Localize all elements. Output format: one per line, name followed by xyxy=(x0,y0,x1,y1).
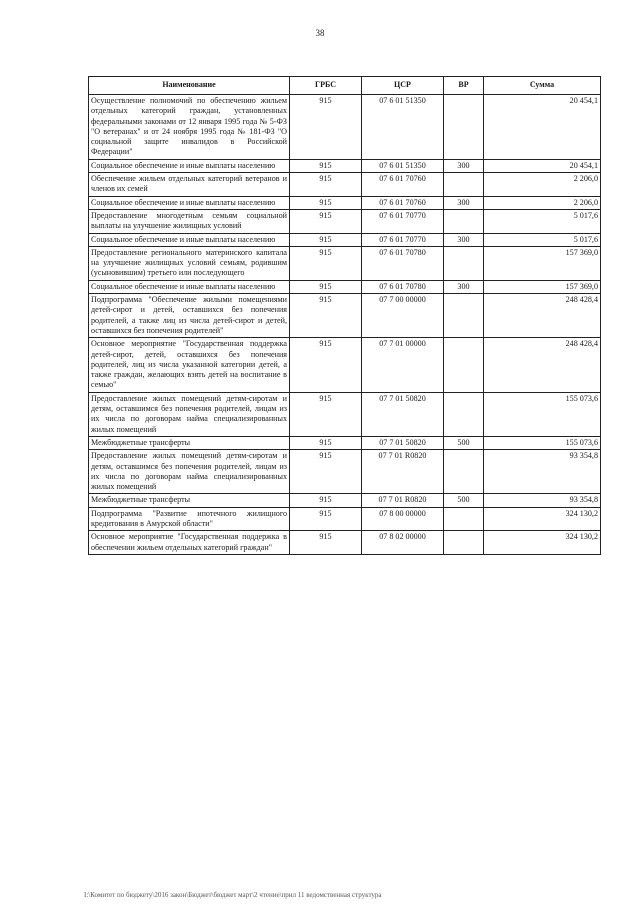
row-sum: 93 354,8 xyxy=(484,450,601,494)
table-row xyxy=(89,95,601,160)
row-vr xyxy=(444,450,484,494)
row-sum: 20 454,1 xyxy=(484,159,601,172)
row-vr xyxy=(444,531,484,555)
row-sum: 157 369,0 xyxy=(484,246,601,280)
row-sum: 155 073,6 xyxy=(484,392,601,436)
row-name: Социальное обеспечение и иные выплаты населению xyxy=(89,280,290,293)
row-grbs: 915 xyxy=(290,494,362,507)
row-name: Предоставление многодетным семьям социальной выплаты на улучшение жилищных условий xyxy=(89,209,290,233)
row-name: Социальное обеспечение и иные выплаты населению xyxy=(89,159,290,172)
row-sum: 5 017,6 xyxy=(484,233,601,246)
row-name: Межбюджетные трансферты xyxy=(89,436,290,449)
table-row xyxy=(89,294,601,338)
row-csr: 07 7 01 00000 xyxy=(362,338,444,392)
row-sum: 2 206,0 xyxy=(484,173,601,197)
header-sum: Сумма xyxy=(484,77,601,95)
row-sum: 248 428,4 xyxy=(484,294,601,338)
row-grbs: 915 xyxy=(290,392,362,436)
row-csr: 07 7 01 50820 xyxy=(362,392,444,436)
row-grbs: 915 xyxy=(290,507,362,531)
row-vr xyxy=(444,507,484,531)
table-row xyxy=(89,531,601,555)
table-row xyxy=(89,507,601,531)
table-row xyxy=(89,450,601,494)
table-row xyxy=(89,338,601,392)
row-csr: 07 6 01 70780 xyxy=(362,246,444,280)
table-row xyxy=(89,494,601,507)
row-name: Основное мероприятие "Государственная поддержка детей-сирот, детей, оставшихся без попечения родителей, лиц из числа указанной категории детей, а также граждан, желающих взять детей на воспитание в семью" xyxy=(89,338,290,392)
row-grbs: 915 xyxy=(290,246,362,280)
row-grbs: 915 xyxy=(290,233,362,246)
row-sum: 2 206,0 xyxy=(484,196,601,209)
row-name: Социальное обеспечение и иные выплаты населению xyxy=(89,233,290,246)
table-row xyxy=(89,392,601,436)
table-row xyxy=(89,173,601,197)
row-name: Подпрограмма "Развитие ипотечного жилищного кредитования в Амурской области" xyxy=(89,507,290,531)
row-csr: 07 6 01 51350 xyxy=(362,159,444,172)
row-csr: 07 6 01 70760 xyxy=(362,196,444,209)
row-name: Предоставление регионального материнского капитала на улучшение жилищных условий семьям, родившим (усыновившим) третьего или последующего xyxy=(89,246,290,280)
table-row xyxy=(89,233,601,246)
row-name: Предоставление жилых помещений детям-сиротам и детям, оставшимся без попечения родителей, лицам из их числа по договорам найма специализированных жилых помещений xyxy=(89,392,290,436)
page-number: 38 xyxy=(315,28,325,38)
row-csr: 07 8 00 00000 xyxy=(362,507,444,531)
row-grbs: 915 xyxy=(290,196,362,209)
row-name: Обеспечение жильем отдельных категорий ветеранов и членов их семей xyxy=(89,173,290,197)
row-grbs: 915 xyxy=(290,209,362,233)
row-csr: 07 7 01 50820 xyxy=(362,436,444,449)
table-row xyxy=(89,436,601,449)
row-sum: 155 073,6 xyxy=(484,436,601,449)
row-sum: 157 369,0 xyxy=(484,280,601,293)
table-row xyxy=(89,246,601,280)
row-vr xyxy=(444,338,484,392)
row-vr xyxy=(444,95,484,160)
row-csr: 07 6 01 70770 xyxy=(362,209,444,233)
row-csr: 07 6 01 70760 xyxy=(362,173,444,197)
header-csr: ЦСР xyxy=(362,77,444,95)
row-vr: 500 xyxy=(444,494,484,507)
row-grbs: 915 xyxy=(290,280,362,293)
budget-table xyxy=(88,76,601,555)
table-row xyxy=(89,159,601,172)
row-name: Подпрограмма "Обеспечение жилыми помещениями детей-сирот и детей, оставшихся без попечения родителей, а также лиц из числа детей-сирот и детей, оставшихся без попечения родителей" xyxy=(89,294,290,338)
row-sum: 20 454,1 xyxy=(484,95,601,160)
row-vr: 300 xyxy=(444,196,484,209)
row-grbs: 915 xyxy=(290,436,362,449)
row-vr xyxy=(444,246,484,280)
footer-file-path: I:\Комитет по бюджету\2016 закон\Бюджет\бюджет март\2 чтение\прил 11 ведомственная структура xyxy=(84,891,382,899)
header-vr: ВР xyxy=(444,77,484,95)
header-name: Наименование xyxy=(89,77,290,95)
row-sum: 324 130,2 xyxy=(484,507,601,531)
table-header-row xyxy=(89,77,601,95)
row-vr xyxy=(444,294,484,338)
row-sum: 324 130,2 xyxy=(484,531,601,555)
row-grbs: 915 xyxy=(290,294,362,338)
row-csr: 07 6 01 51350 xyxy=(362,95,444,160)
row-vr xyxy=(444,209,484,233)
row-csr: 07 7 00 00000 xyxy=(362,294,444,338)
row-grbs: 915 xyxy=(290,159,362,172)
row-csr: 07 7 01 R0820 xyxy=(362,450,444,494)
row-grbs: 915 xyxy=(290,531,362,555)
row-vr: 300 xyxy=(444,280,484,293)
table-row xyxy=(89,196,601,209)
row-vr: 300 xyxy=(444,233,484,246)
row-sum: 248 428,4 xyxy=(484,338,601,392)
header-grbs: ГРБС xyxy=(290,77,362,95)
row-grbs: 915 xyxy=(290,173,362,197)
row-sum: 93 354,8 xyxy=(484,494,601,507)
row-name: Предоставление жилых помещений детям-сиротам и детям, оставшимся без попечения родителей, лицам из их числа по договорам найма специализированных жилых помещений xyxy=(89,450,290,494)
row-grbs: 915 xyxy=(290,450,362,494)
row-vr: 300 xyxy=(444,159,484,172)
row-csr: 07 6 01 70770 xyxy=(362,233,444,246)
row-name: Основное мероприятие "Государственная поддержка в обеспечении жильем отдельных категорий граждан" xyxy=(89,531,290,555)
row-vr: 500 xyxy=(444,436,484,449)
row-vr xyxy=(444,173,484,197)
row-name: Социальное обеспечение и иные выплаты населению xyxy=(89,196,290,209)
table-row xyxy=(89,209,601,233)
row-csr: 07 6 01 70780 xyxy=(362,280,444,293)
row-name: Межбюджетные трансферты xyxy=(89,494,290,507)
row-csr: 07 8 02 00000 xyxy=(362,531,444,555)
row-grbs: 915 xyxy=(290,95,362,160)
row-sum: 5 017,6 xyxy=(484,209,601,233)
row-grbs: 915 xyxy=(290,338,362,392)
row-vr xyxy=(444,392,484,436)
table-row xyxy=(89,280,601,293)
row-name: Осуществление полномочий по обеспечению жильем отдельных категорий граждан, установленных федеральными законами от 12 января 1995 года № 5-ФЗ "О ветеранах" и от 24 ноября 1995 года № 181-ФЗ "О социальной защите инвалидов в Российской Федерации" xyxy=(89,95,290,160)
row-csr: 07 7 01 R0820 xyxy=(362,494,444,507)
